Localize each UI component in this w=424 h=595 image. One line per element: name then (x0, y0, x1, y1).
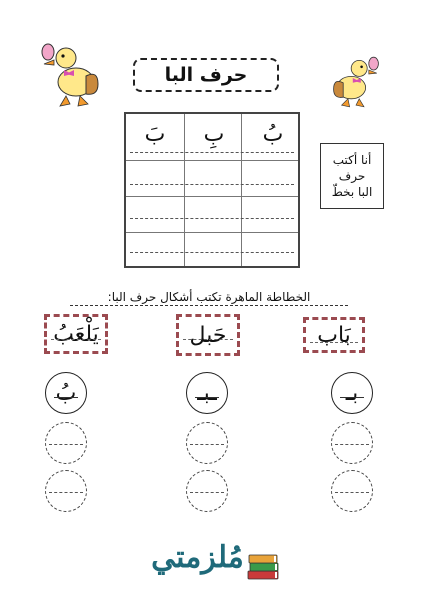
books-icon (246, 547, 282, 583)
word-box-guide (51, 339, 101, 340)
letter-form-text: بُ (55, 380, 77, 406)
practice-circle[interactable] (186, 470, 228, 512)
circle-baseline (340, 397, 364, 398)
circle-guide (335, 492, 369, 493)
duck-illustration-right (324, 54, 380, 110)
word-box-guide (310, 342, 358, 343)
letter-form-circle (186, 372, 228, 414)
circle-guide (49, 444, 83, 445)
circle-guide (49, 492, 83, 493)
practice-circle[interactable] (331, 470, 373, 512)
word-text: يَلْعَبُ (53, 321, 99, 347)
side-note (320, 143, 384, 209)
table-writing-guide (130, 152, 294, 153)
word-box-habl (176, 314, 240, 356)
practice-circle[interactable] (45, 470, 87, 512)
word-text: بَاب (317, 322, 351, 348)
table-writing-guide (130, 252, 294, 253)
page-title (133, 58, 279, 92)
table-header-letter: بَ (144, 122, 166, 147)
table-row (126, 160, 298, 197)
page-title-text: حرف البا (164, 64, 248, 86)
word-box-bab (303, 317, 365, 353)
letter-form-text: ـبـ (197, 380, 217, 406)
table-header-letter: بُ (262, 122, 284, 147)
word-box-yalab (44, 314, 108, 354)
circle-guide (190, 492, 224, 493)
circle-guide (190, 444, 224, 445)
table-row (126, 196, 298, 233)
letter-form-circle (331, 372, 373, 414)
practice-circle[interactable] (45, 422, 87, 464)
practice-circle[interactable] (331, 422, 373, 464)
side-note-line: أنا أكتب (332, 153, 372, 167)
word-text: حَبل (189, 322, 227, 348)
letter-form-text: بـ (345, 380, 359, 406)
practice-circle[interactable] (186, 422, 228, 464)
logo-text: مُلزمتي (151, 540, 244, 575)
circle-baseline (195, 397, 219, 398)
side-note-line: حرف (338, 169, 366, 183)
letter-form-circle (45, 372, 87, 414)
duck-illustration-left (40, 40, 110, 110)
instruction-text: الخطاطة الماهرة تكتب أشكال حرف البا: (70, 290, 348, 306)
letter-practice-table (124, 112, 300, 268)
circle-guide (335, 444, 369, 445)
word-box-guide (183, 339, 233, 340)
side-note-line: البا بخطّ (331, 185, 373, 199)
table-header-letter: بِ (203, 122, 225, 147)
circle-baseline (54, 397, 78, 398)
